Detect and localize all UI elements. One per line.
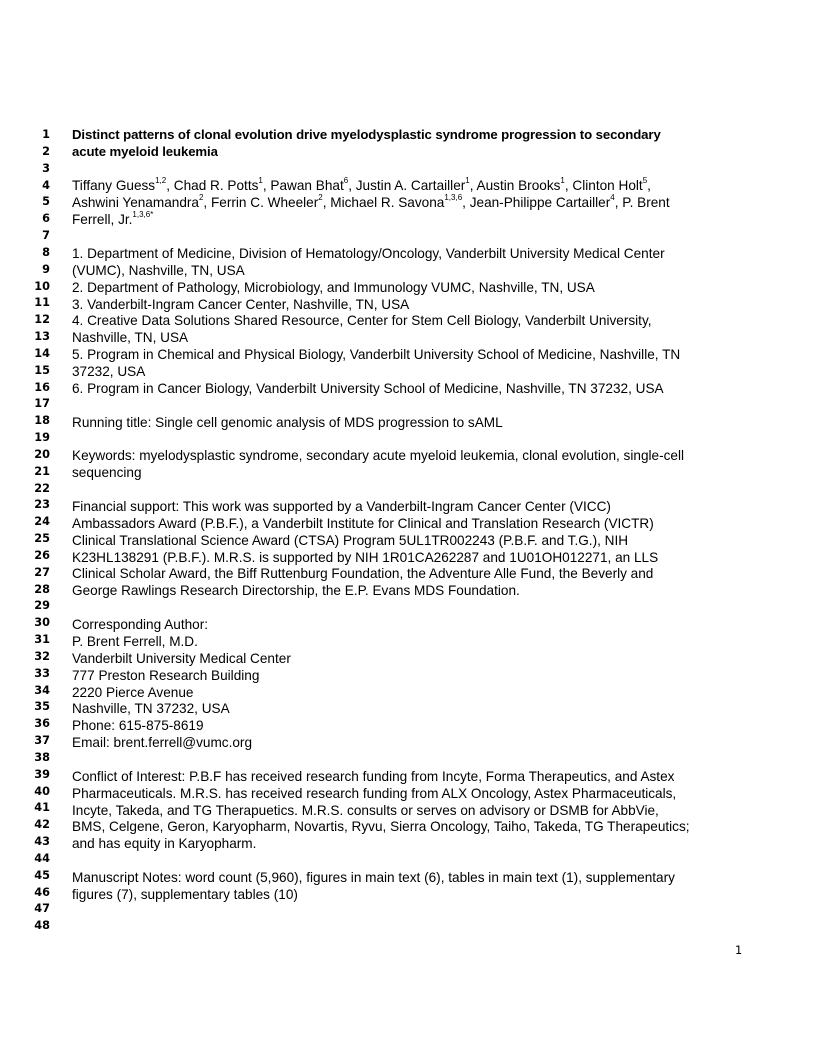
paper-title-part-2: acute myeloid leukemia: [72, 144, 218, 159]
line-number-row: [0, 429, 816, 446]
corresponding-line: [0, 650, 816, 667]
line-number-row: [0, 480, 816, 497]
affiliation-line: [0, 346, 816, 363]
conflict-text: BMS, Celgene, Geron, Karyopharm, Novartis, Ryvu, Sierra Oncology, Taiho, Takeda, TG Therapeutics;: [72, 819, 690, 834]
author-name: Ashwini Yenamandra: [72, 195, 199, 210]
conflict-line: [0, 768, 816, 785]
line-number: 11: [34, 296, 50, 310]
conflict-line: [0, 818, 816, 835]
line-number: 1: [42, 128, 50, 141]
line-number: 4: [42, 178, 50, 192]
line-number: 34: [34, 683, 50, 697]
page-number: 1: [735, 944, 743, 957]
line-number: 9: [42, 262, 50, 276]
author-name: , Pawan Bhat: [262, 178, 344, 193]
corresponding-name: P. Brent Ferrell, M.D.: [72, 634, 198, 649]
line-number: 26: [34, 548, 50, 562]
corresponding-line: [0, 667, 816, 684]
line-number: 39: [34, 767, 50, 781]
author-name: , P. Brent: [614, 195, 670, 210]
financial-line: [0, 549, 816, 566]
line-number: 21: [34, 464, 50, 478]
line-number: 30: [34, 616, 50, 630]
notes-line: [0, 886, 816, 903]
financial-line: [0, 565, 816, 582]
line-number: 10: [34, 279, 50, 293]
author-name: , Michael R. Savona: [322, 195, 445, 210]
affiliation-line: [0, 245, 816, 262]
affiliation-text: (VUMC), Nashville, TN, USA: [72, 263, 245, 278]
line-number: 42: [34, 818, 50, 832]
line-number: 47: [34, 902, 50, 916]
author-name: Tiffany Guess: [72, 178, 156, 193]
line-number-row: [0, 227, 816, 244]
corresponding-line: [0, 684, 816, 701]
line-number: 16: [34, 380, 50, 394]
author-affil: 1,3,6: [444, 193, 463, 203]
financial-text: Financial support: This work was supported by a Vanderbilt-Ingram Cancer Center (VICC): [72, 499, 611, 514]
author-sep: ,: [647, 178, 651, 193]
author-affil: 1: [258, 176, 263, 186]
notes-text: figures (7), supplementary tables (10): [72, 887, 298, 902]
author-name: , Chad R. Potts: [166, 178, 259, 193]
financial-text: George Rawlings Research Directorship, the E.P. Evans MDS Foundation.: [72, 583, 520, 598]
keywords-line: [0, 447, 816, 464]
affiliation-text: 37232, USA: [72, 364, 146, 379]
running-title-line: [0, 414, 816, 431]
corresponding-institution: Vanderbilt University Medical Center: [72, 651, 291, 666]
affiliation-line: [0, 262, 816, 279]
author-affil: 2: [318, 193, 323, 203]
conflict-text: Pharmaceuticals. M.R.S. has received research funding from ALX Oncology, Astex Pharmaceuticals,: [72, 786, 677, 801]
author-affil: 2: [198, 193, 204, 203]
affiliation-line: [0, 296, 816, 313]
author-affil: 5: [642, 176, 648, 186]
affiliation-line: [0, 380, 816, 397]
affiliation-text: 1. Department of Medicine, Division of Hematology/Oncology, Vanderbilt University Medical Center: [72, 246, 665, 261]
notes-text: Manuscript Notes: word count (5,960), figures in main text (6), tables in main text (1), supplementary: [72, 870, 675, 885]
corresponding-email: Email: brent.ferrell@vumc.org: [72, 735, 252, 750]
line-number: 5: [42, 195, 50, 209]
line-number: 45: [34, 868, 50, 882]
conflict-text: Conflict of Interest: P.B.F has received research funding from Incyte, Forma Therapeutics, and Astex: [72, 769, 675, 784]
line-number: 38: [34, 750, 50, 764]
line-number-row: [0, 395, 816, 412]
line-number-row: [0, 160, 816, 177]
financial-line: [0, 582, 816, 599]
line-number: 32: [34, 649, 50, 663]
title-line-1: [0, 126, 816, 143]
line-number: 29: [34, 599, 50, 613]
conflict-text: and has equity in Karyopharm.: [72, 836, 257, 851]
author-name: Ferrell, Jr.: [72, 212, 133, 227]
line-number: 2: [42, 144, 50, 158]
author-list-part-1: [72, 177, 651, 194]
author-name: , Austin Brooks: [469, 178, 561, 193]
line-number: 31: [34, 633, 50, 646]
line-number: 17: [34, 397, 50, 411]
author-affil: 1,2: [155, 176, 167, 186]
financial-text: K23HL138291 (P.B.F.). M.R.S. is supported by NIH 1R01CA262287 and 1U01OH012271, an LLS: [72, 550, 659, 565]
author-name: , Jean-Philippe Cartailler: [462, 195, 611, 210]
conflict-line: [0, 802, 816, 819]
line-number: 7: [42, 229, 50, 242]
line-number: 13: [34, 330, 50, 343]
author-affil: 4: [610, 193, 615, 203]
authors-line-2: [0, 194, 816, 211]
line-number: 33: [34, 666, 50, 680]
line-number: 28: [34, 582, 50, 596]
financial-line: [0, 532, 816, 549]
authors-line-1: [0, 177, 816, 194]
financial-text: Ambassadors Award (P.B.F.), a Vanderbilt Institute for Clinical and Translation Research (VICTR): [72, 516, 654, 531]
line-number: 8: [42, 245, 50, 259]
paper-title-part-1: Distinct patterns of clonal evolution drive myelodysplastic syndrome progression to secondary: [72, 127, 661, 142]
conflict-line: [0, 835, 816, 852]
affiliation-text: 3. Vanderbilt-Ingram Cancer Center, Nashville, TN, USA: [72, 297, 410, 312]
line-number-row: [0, 917, 816, 934]
line-number: 35: [34, 700, 50, 714]
line-number: 12: [34, 313, 50, 327]
corresponding-phone: Phone: 615-875-8619: [72, 718, 204, 733]
author-list-part-3: [72, 211, 153, 228]
affiliation-text: 6. Program in Cancer Biology, Vanderbilt University School of Medicine, Nashville, TN 37232, USA: [72, 381, 664, 396]
corresponding-line: [0, 633, 816, 650]
financial-line: [0, 498, 816, 515]
authors-line-3: [0, 211, 816, 228]
line-number: 40: [34, 784, 50, 798]
author-affil: 1: [465, 176, 470, 186]
author-affil: 1: [560, 176, 565, 186]
corresponding-line: [0, 616, 816, 633]
line-number-row: [0, 850, 816, 867]
line-number: 14: [34, 346, 50, 360]
conflict-line: [0, 785, 816, 802]
line-number: 44: [34, 851, 50, 865]
corresponding-line: [0, 700, 816, 717]
line-number: 41: [34, 801, 50, 815]
keywords-text: sequencing: [72, 465, 142, 480]
affiliation-text: 5. Program in Chemical and Physical Biology, Vanderbilt University School of Medicine, Nashville, TN: [72, 347, 681, 362]
author-name: , Justin A. Cartailler: [348, 178, 466, 193]
line-number: 22: [34, 481, 50, 495]
affiliation-text: Nashville, TN, USA: [72, 330, 189, 345]
corresponding-city: Nashville, TN 37232, USA: [72, 701, 230, 716]
line-number: 23: [34, 498, 50, 512]
title-line-2: [0, 143, 816, 160]
affiliation-text: 4. Creative Data Solutions Shared Resource, Center for Stem Cell Biology, Vanderbilt University,: [72, 313, 652, 328]
line-number: 15: [34, 363, 50, 377]
corresponding-street: 2220 Pierce Avenue: [72, 685, 194, 700]
affiliation-line: [0, 279, 816, 296]
affiliation-line: [0, 329, 816, 346]
affiliation-line: [0, 363, 816, 380]
affiliation-line: [0, 312, 816, 329]
author-name: , Clinton Holt: [564, 178, 643, 193]
keywords-text: Keywords: myelodysplastic syndrome, secondary acute myeloid leukemia, clonal evolution, single-cell: [72, 448, 685, 463]
affiliation-text: 2. Department of Pathology, Microbiology, and Immunology VUMC, Nashville, TN, USA: [72, 280, 595, 295]
keywords-line: [0, 464, 816, 481]
line-number: 37: [34, 734, 50, 748]
financial-text: Clinical Scholar Award, the Biff Ruttenburg Foundation, the Adventure Alle Fund, the Beverly and: [72, 566, 654, 581]
line-number: 18: [34, 414, 50, 428]
financial-text: Clinical Translational Science Award (CTSA) Program 5UL1TR002243 (P.B.F. and T.G.), NIH: [72, 533, 629, 548]
author-affil: 6: [343, 176, 349, 186]
line-number: 36: [34, 717, 50, 731]
running-title: Running title: Single cell genomic analysis of MDS progression to sAML: [72, 415, 503, 430]
line-number: 48: [34, 919, 50, 933]
financial-line: [0, 515, 816, 532]
line-number: 46: [34, 885, 50, 899]
line-number: 24: [34, 515, 50, 529]
corresponding-heading: Corresponding Author:: [72, 617, 209, 632]
author-list-part-2: [72, 194, 670, 211]
corresponding-line: [0, 717, 816, 734]
line-number-row: [0, 597, 816, 614]
author-affil: 1,3,6*: [132, 210, 154, 220]
corresponding-line: [0, 734, 816, 751]
line-number: 19: [34, 431, 50, 444]
line-number: 27: [34, 565, 50, 579]
line-number: 3: [42, 161, 50, 175]
line-number-row: [0, 749, 816, 766]
line-number: 25: [34, 532, 50, 545]
corresponding-building: 777 Preston Research Building: [72, 668, 260, 683]
author-name: , Ferrin C. Wheeler: [203, 195, 319, 210]
notes-line: [0, 869, 816, 886]
line-number: 43: [34, 835, 50, 849]
conflict-text: Incyte, Takeda, and TG Therapuetics. M.R.S. consults or serves on advisory or DSMB for AbbVie,: [72, 803, 659, 818]
line-number: 6: [42, 212, 50, 226]
line-number: 20: [34, 447, 50, 461]
